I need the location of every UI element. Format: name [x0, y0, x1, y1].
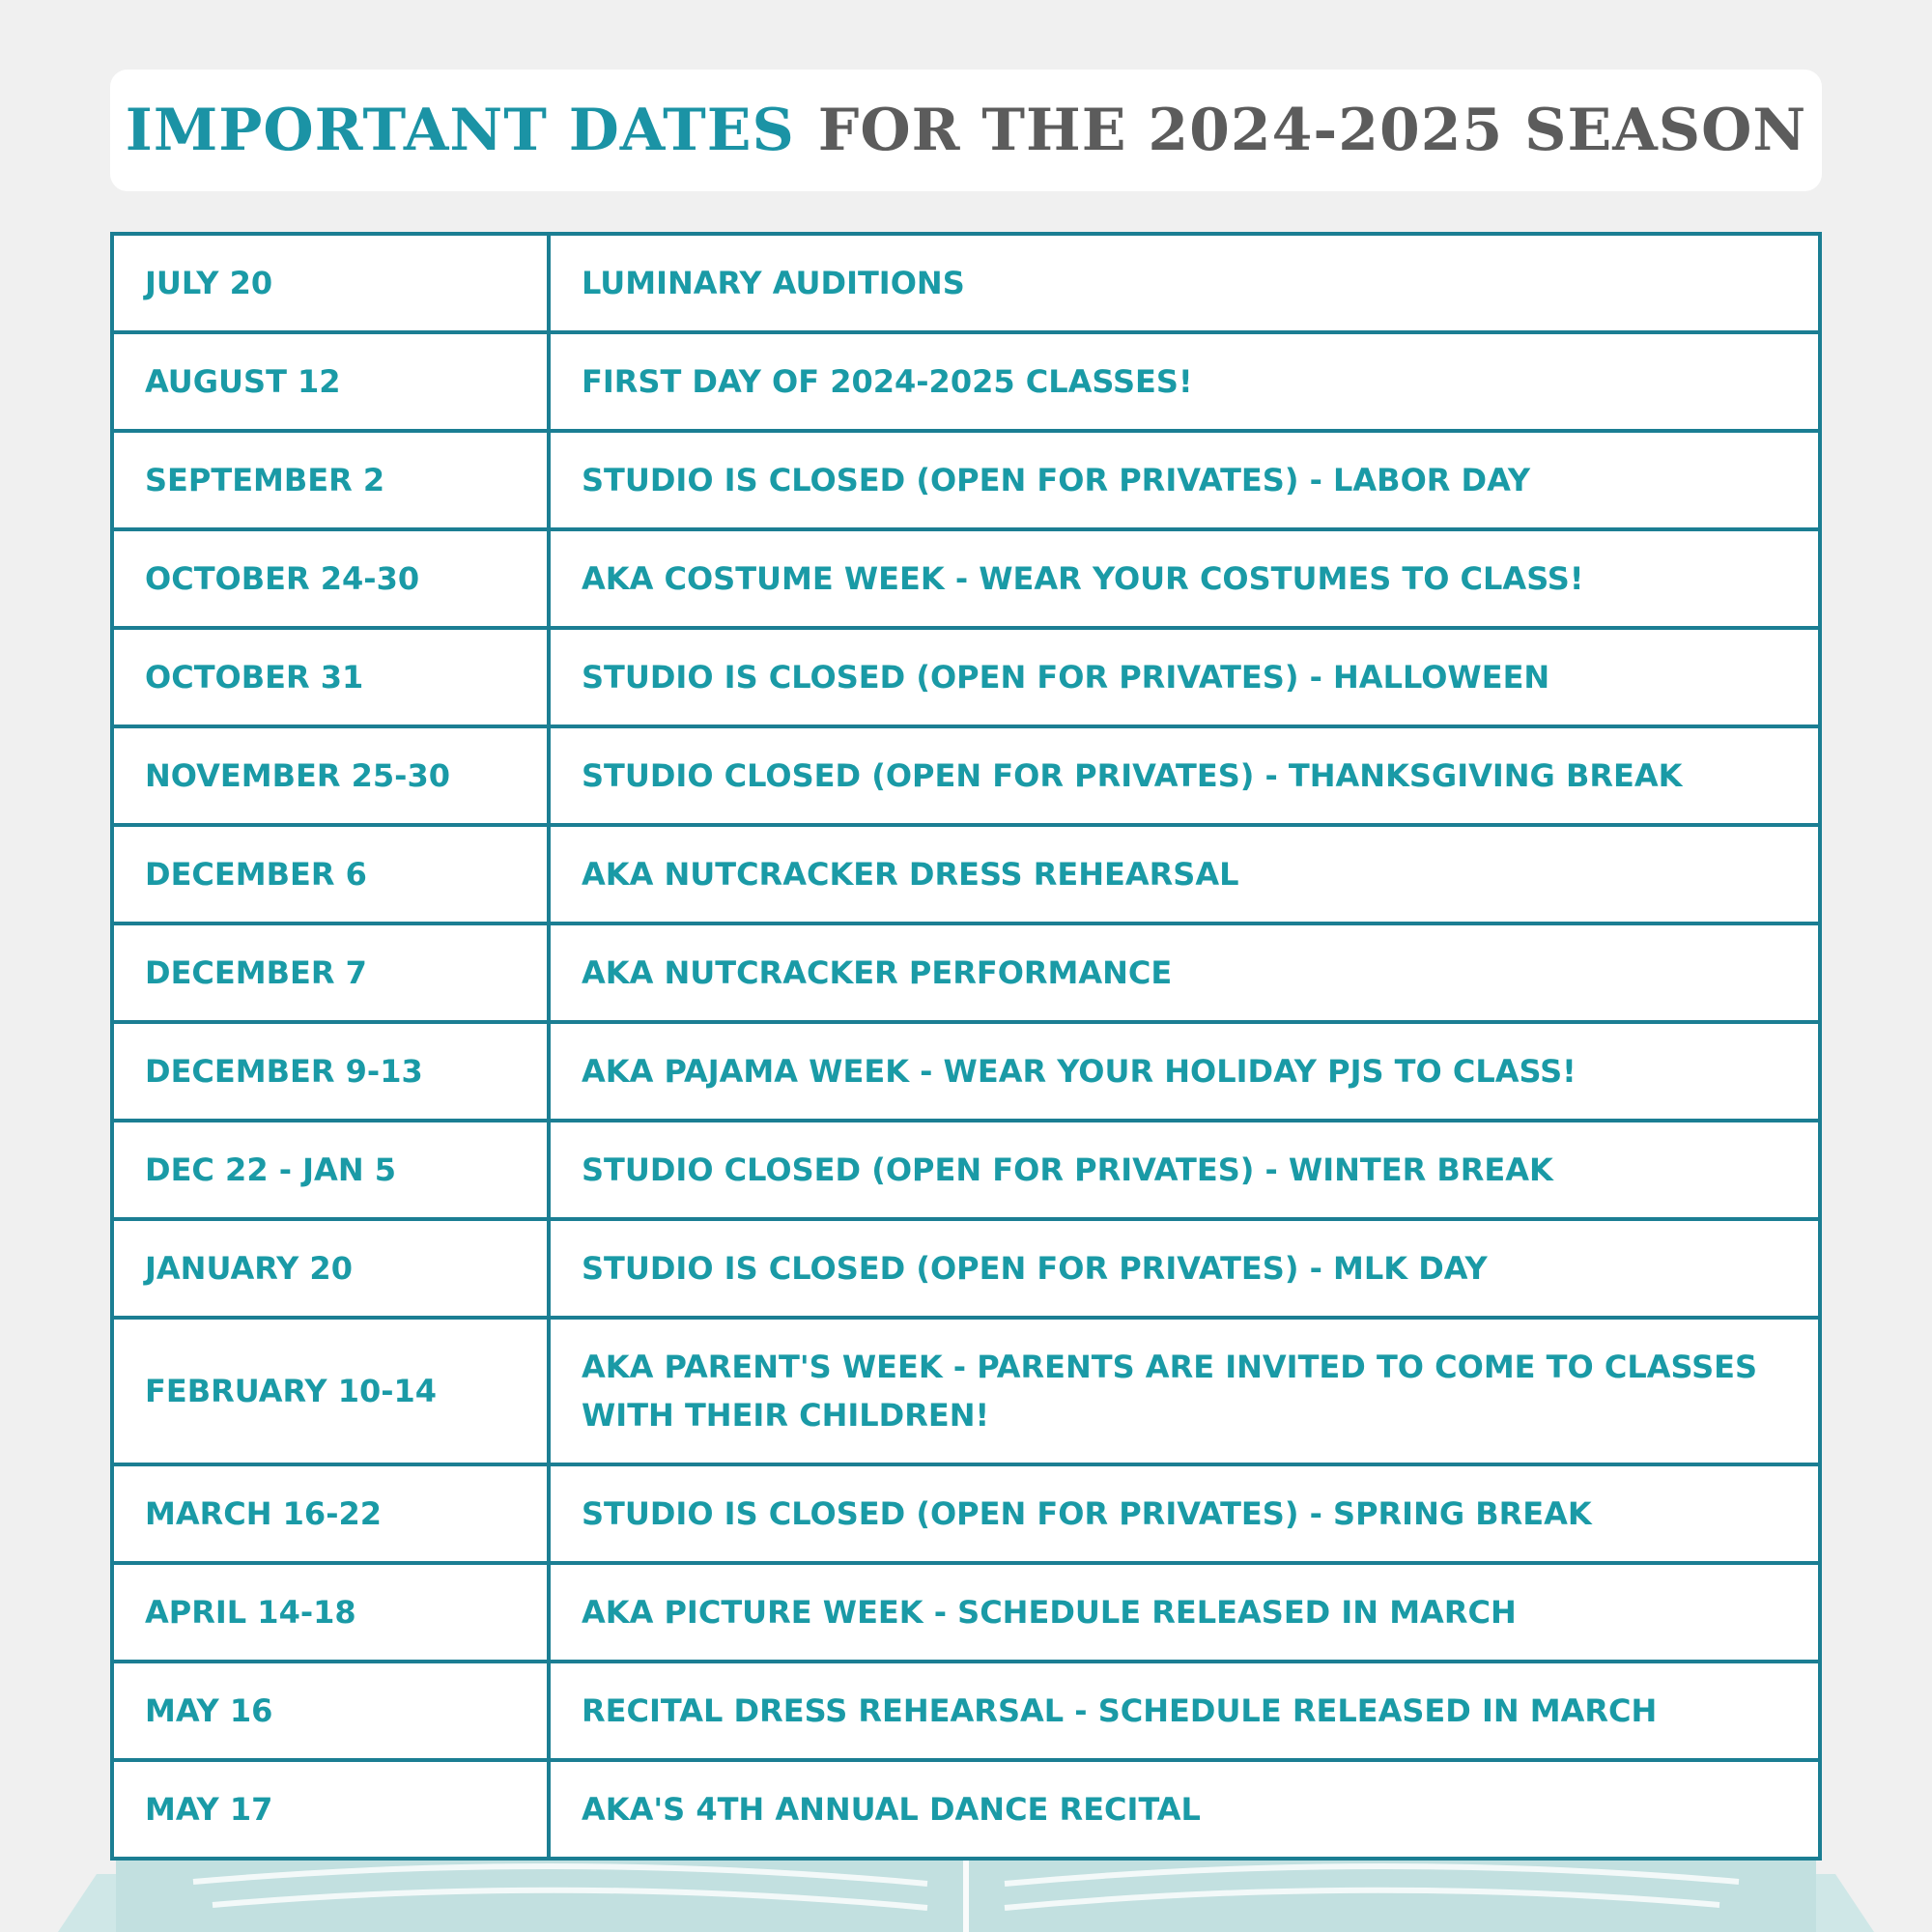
- event-cell: AKA PARENT'S WEEK - PARENTS ARE INVITED TO COME TO CLASSES WITH THEIR CHILDREN!: [549, 1318, 1820, 1464]
- date-cell: SEPTEMBER 2: [112, 431, 549, 529]
- table-row: [112, 726, 1820, 825]
- table-row: [112, 1121, 1820, 1219]
- table-row: [112, 1318, 1820, 1464]
- date-cell: APRIL 14-18: [112, 1563, 549, 1662]
- table-row: [112, 923, 1820, 1022]
- event-cell: FIRST DAY OF 2024-2025 CLASSES!: [549, 332, 1820, 431]
- date-cell: NOVEMBER 25-30: [112, 726, 549, 825]
- table-row: [112, 1662, 1820, 1760]
- event-cell: AKA COSTUME WEEK - WEAR YOUR COSTUMES TO CLASS!: [549, 529, 1820, 628]
- title-rest-text: FOR THE 2024-2025 SEASON: [817, 97, 1807, 164]
- date-cell: MARCH 16-22: [112, 1464, 549, 1563]
- event-cell: STUDIO CLOSED (OPEN FOR PRIVATES) - WINTER BREAK: [549, 1121, 1820, 1219]
- date-cell: DEC 22 - JAN 5: [112, 1121, 549, 1219]
- table-row: [112, 332, 1820, 431]
- important-dates-table: [110, 232, 1822, 1861]
- event-cell: STUDIO IS CLOSED (OPEN FOR PRIVATES) - HALLOWEEN: [549, 628, 1820, 726]
- date-cell: JANUARY 20: [112, 1219, 549, 1318]
- event-cell: AKA NUTCRACKER DRESS REHEARSAL: [549, 825, 1820, 923]
- date-cell: DECEMBER 9-13: [112, 1022, 549, 1121]
- date-cell: AUGUST 12: [112, 332, 549, 431]
- event-cell: STUDIO IS CLOSED (OPEN FOR PRIVATES) - SPRING BREAK: [549, 1464, 1820, 1563]
- table-row: [112, 628, 1820, 726]
- date-cell: DECEMBER 6: [112, 825, 549, 923]
- event-cell: STUDIO CLOSED (OPEN FOR PRIVATES) - THANKSGIVING BREAK: [549, 726, 1820, 825]
- table-row: [112, 529, 1820, 628]
- event-cell: AKA'S 4TH ANNUAL DANCE RECITAL: [549, 1760, 1820, 1859]
- date-cell: DECEMBER 7: [112, 923, 549, 1022]
- date-cell: MAY 17: [112, 1760, 549, 1859]
- table-row: [112, 1464, 1820, 1563]
- event-cell: STUDIO IS CLOSED (OPEN FOR PRIVATES) - LABOR DAY: [549, 431, 1820, 529]
- table-row: [112, 1219, 1820, 1318]
- table-row: [112, 1022, 1820, 1121]
- table-row: [112, 431, 1820, 529]
- table-row: [112, 234, 1820, 332]
- date-cell: OCTOBER 31: [112, 628, 549, 726]
- table-row: [112, 1760, 1820, 1859]
- date-cell: FEBRUARY 10-14: [112, 1318, 549, 1464]
- date-cell: MAY 16: [112, 1662, 549, 1760]
- event-cell: LUMINARY AUDITIONS: [549, 234, 1820, 332]
- event-cell: AKA NUTCRACKER PERFORMANCE: [549, 923, 1820, 1022]
- event-cell: AKA PICTURE WEEK - SCHEDULE RELEASED IN MARCH: [549, 1563, 1820, 1662]
- table-row: [112, 825, 1820, 923]
- date-cell: OCTOBER 24-30: [112, 529, 549, 628]
- event-cell: RECITAL DRESS REHEARSAL - SCHEDULE RELEASED IN MARCH: [549, 1662, 1820, 1760]
- date-cell: JULY 20: [112, 234, 549, 332]
- title-banner: [110, 70, 1822, 191]
- event-cell: AKA PAJAMA WEEK - WEAR YOUR HOLIDAY PJS TO CLASS!: [549, 1022, 1820, 1121]
- title-accent-text: IMPORTANT DATES: [125, 97, 795, 164]
- event-cell: STUDIO IS CLOSED (OPEN FOR PRIVATES) - MLK DAY: [549, 1219, 1820, 1318]
- table-row: [112, 1563, 1820, 1662]
